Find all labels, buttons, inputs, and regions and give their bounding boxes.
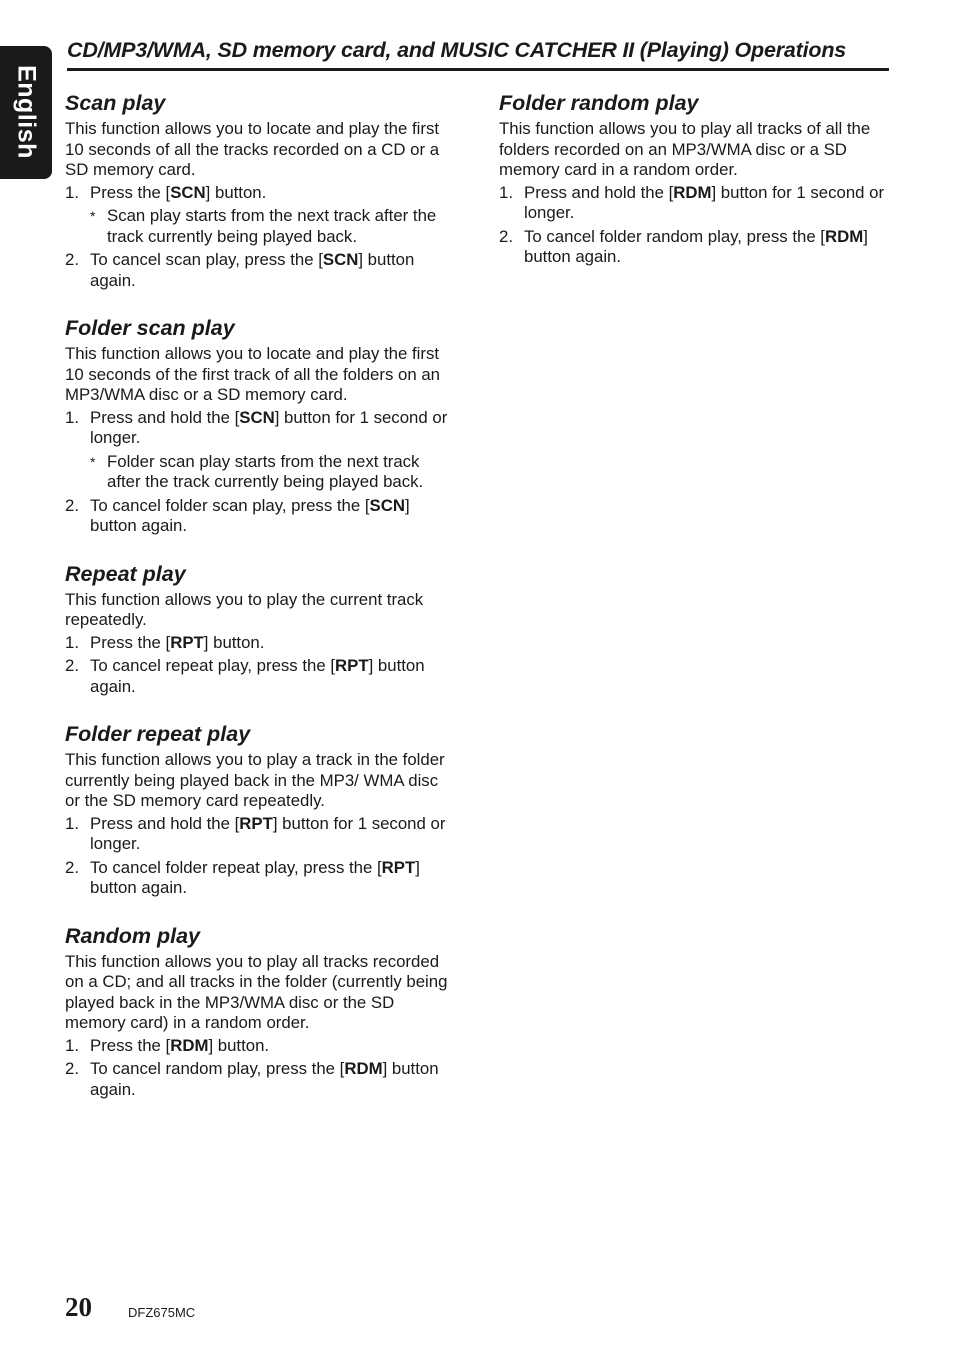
step-note (65, 452, 457, 493)
step-number: 2. (65, 250, 79, 269)
step-text: ] button again. (90, 857, 420, 897)
folder-scan-play-intro: This function allows you to locate and play the first 10 seconds of the first track of all the folders on an MP3/WMA disc or a SD memory card. (65, 344, 440, 404)
step-text: Press and hold the [ (90, 407, 240, 427)
step-item (65, 633, 457, 654)
step-text: ] button again. (90, 495, 410, 535)
button-key-label: SCN (170, 182, 206, 202)
step-note (65, 206, 457, 247)
folder-repeat-play-heading: Folder repeat play (65, 722, 251, 746)
step-text: To cancel folder scan play, press the [ (90, 495, 370, 515)
random-play-heading: Random play (65, 923, 200, 948)
step-item (499, 183, 891, 224)
page-number: 20 (65, 1292, 92, 1322)
repeat-play-heading: Repeat play (65, 561, 186, 586)
folder-random-play-intro: This function allows you to play all tracks of all the folders recorded on an MP3/WMA disc or a SD memory card in a random order. (499, 119, 871, 179)
button-key-label: SCN (239, 407, 275, 427)
step-text: ] button. (203, 632, 265, 652)
left-column (65, 90, 457, 1124)
folder-scan-play-steps (65, 408, 457, 537)
step-item (65, 858, 457, 899)
scan-play-steps (65, 183, 457, 292)
step-item (499, 227, 891, 268)
model-number: DFZ675MC (128, 1305, 196, 1320)
step-text: Press the [ (90, 1035, 171, 1055)
step-text: ] button. (208, 1035, 270, 1055)
scan-play-heading: Scan play (65, 91, 166, 115)
right-column (499, 90, 891, 292)
step-item (65, 656, 457, 697)
step-text: ] button again. (90, 1059, 439, 1099)
note-marker: * (90, 208, 96, 224)
folder-random-play-heading: Folder random play (499, 91, 699, 115)
button-key-label: RDM (673, 182, 712, 202)
folder-repeat-play-intro: This function allows you to play a track in the folder currently being played back in the MP3/ WMA disc or the SD memory card repeatedly. (65, 750, 445, 810)
step-number: 1. (65, 1035, 79, 1055)
step-text: Press the [ (90, 182, 171, 202)
page-title: CD/MP3/WMA, SD memory card, and MUSIC CATCHER II (Playing) Operations (67, 38, 847, 62)
step-item (65, 814, 457, 855)
note-text: Scan play starts from the next track after the track currently being played back. (107, 206, 437, 246)
button-key-label: RDM (170, 1035, 209, 1055)
step-text: Press and hold the [ (90, 813, 240, 833)
step-number: 1. (65, 407, 79, 427)
step-text: ] button again. (90, 656, 425, 696)
step-text: Press and hold the [ (524, 182, 674, 202)
scan-play-intro: This function allows you to locate and play the first 10 seconds of all the tracks recorded on a CD or a SD memory card. (65, 119, 440, 179)
step-text: ] button for 1 second or longer. (524, 182, 885, 222)
step-item (65, 496, 457, 537)
step-number: 2. (65, 857, 79, 877)
step-text: To cancel random play, press the [ (90, 1059, 345, 1078)
button-key-label: SCN (322, 250, 359, 269)
random-play-intro: This function allows you to play all tracks recorded on a CD; and all tracks in the folder (currently being played back in the MP3/WMA disc or the SD memory card) in a random order. (65, 951, 448, 1032)
step-item (65, 408, 457, 449)
folder-scan-play-heading: Folder scan play (65, 316, 235, 340)
button-key-label: RPT (335, 656, 369, 675)
button-key-label: RDM (344, 1059, 383, 1078)
section-folder-random-play (499, 90, 891, 268)
button-key-label: RPT (239, 813, 273, 833)
step-text: ] button for 1 second or longer. (90, 407, 448, 447)
note-marker: * (90, 453, 96, 470)
step-number: 2. (499, 226, 513, 246)
step-text: To cancel folder repeat play, press the [ (90, 857, 382, 877)
section-folder-scan-play (65, 315, 457, 537)
step-number: 2. (65, 495, 79, 515)
button-key-label: RPT (381, 857, 416, 877)
step-item (65, 183, 457, 204)
section-scan-play (65, 90, 457, 291)
section-folder-repeat-play (65, 721, 457, 899)
step-text: To cancel scan play, press the [ (90, 250, 323, 269)
step-item (65, 250, 457, 291)
step-text: ] button again. (90, 250, 415, 290)
random-play-steps (65, 1036, 457, 1101)
step-text: To cancel repeat play, press the [ (90, 656, 336, 675)
repeat-play-intro: This function allows you to play the current track repeatedly. (65, 589, 424, 629)
step-number: 1. (65, 182, 79, 202)
step-text: To cancel folder random play, press the [ (524, 226, 825, 246)
section-random-play (65, 923, 457, 1101)
repeat-play-steps (65, 633, 457, 698)
section-repeat-play (65, 561, 457, 698)
language-tab (0, 46, 52, 179)
step-number: 2. (65, 1059, 79, 1078)
note-text: Folder scan play starts from the next track after the track currently being played back. (107, 451, 424, 491)
step-number: 1. (65, 813, 79, 833)
step-text: Press the [ (90, 632, 171, 652)
button-key-label: SCN (369, 495, 405, 515)
step-text: ] button. (205, 182, 267, 202)
folder-random-play-steps (499, 183, 891, 268)
step-text: ] button again. (524, 226, 868, 266)
step-number: 1. (65, 632, 79, 652)
step-number: 2. (65, 656, 79, 675)
step-text: ] button for 1 second or longer. (90, 813, 446, 853)
button-key-label: RDM (824, 226, 864, 246)
step-number: 1. (499, 182, 513, 202)
step-item (65, 1059, 457, 1100)
step-item (65, 1036, 457, 1057)
language-tab-label: English (12, 65, 41, 159)
button-key-label: RPT (170, 632, 204, 652)
title-rule (67, 68, 889, 71)
folder-repeat-play-steps (65, 814, 457, 899)
